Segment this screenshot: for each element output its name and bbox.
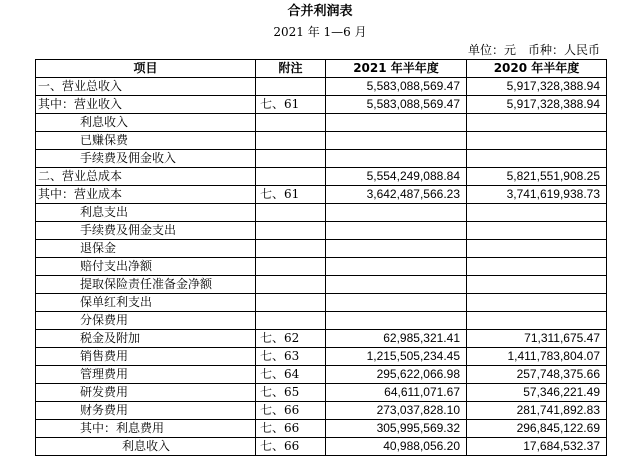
row-value-2021: 3,642,487,566.23 [326,186,467,204]
row-note: 七、66 [256,438,326,456]
currency-unit: 单位：元 币种：人民币 [467,43,600,57]
reporting-period: 2021 年 1—6 月 [273,25,367,39]
row-note [256,312,326,330]
table-row [36,438,607,456]
row-value-2020: 3,741,619,938.73 [467,186,607,204]
table-row [36,384,607,402]
row-value-2021: 5,583,088,569.47 [326,96,467,114]
row-value-2020: 71,311,675.47 [467,330,607,348]
table-row [36,150,607,168]
table-row [36,276,607,294]
row-note: 七、65 [256,384,326,402]
row-value-2020: 5,917,328,388.94 [467,78,607,96]
row-item-label: 手续费及佣金收入 [36,150,256,168]
row-value-2020: 5,821,551,908.25 [467,168,607,186]
row-note [256,258,326,276]
row-value-2020 [467,222,607,240]
row-item-label: 一、营业总收入 [36,78,256,96]
table-row [36,78,607,96]
row-note [256,132,326,150]
table-row [36,294,607,312]
row-value-2021: 64,611,071.67 [326,384,467,402]
row-value-2021 [326,132,467,150]
row-note: 七、61 [256,186,326,204]
row-item-label: 提取保险责任准备金净额 [36,276,256,294]
row-value-2020: 296,845,122.69 [467,420,607,438]
column-header-item: 项目 [36,60,256,78]
row-note: 七、63 [256,348,326,366]
row-note [256,114,326,132]
row-note [256,168,326,186]
row-value-2021 [326,114,467,132]
row-value-2021: 273,037,828.10 [326,402,467,420]
table-row [36,366,607,384]
column-header-2020: 2020 年半年度 [467,60,607,78]
table-body [36,78,607,456]
table-row [36,240,607,258]
row-note [256,222,326,240]
row-value-2020: 1,411,783,804.07 [467,348,607,366]
row-item-label: 其中：利息费用 [36,420,256,438]
table-row [36,348,607,366]
row-value-2020 [467,258,607,276]
table-row [36,114,607,132]
row-value-2021: 305,995,569.32 [326,420,467,438]
row-value-2021 [326,150,467,168]
row-item-label: 保单红利支出 [36,294,256,312]
row-value-2020: 5,917,328,388.94 [467,96,607,114]
row-value-2020 [467,150,607,168]
row-item-label: 税金及附加 [36,330,256,348]
row-item-label: 手续费及佣金支出 [36,222,256,240]
row-note: 七、62 [256,330,326,348]
row-item-label: 财务费用 [36,402,256,420]
row-value-2021 [326,294,467,312]
row-value-2020: 57,346,221.49 [467,384,607,402]
table-header-row [36,60,607,78]
row-value-2021: 295,622,066.98 [326,366,467,384]
row-note [256,78,326,96]
row-note [256,204,326,222]
row-value-2021: 40,988,056.20 [326,438,467,456]
table-row [36,204,607,222]
row-note [256,240,326,258]
row-value-2020 [467,312,607,330]
row-value-2020: 257,748,375.66 [467,366,607,384]
table-row [36,132,607,150]
row-note [256,294,326,312]
row-value-2021 [326,258,467,276]
row-value-2020 [467,276,607,294]
row-item-label: 其中：营业收入 [36,96,256,114]
table-row [36,258,607,276]
table-row [36,312,607,330]
row-item-label: 利息收入 [36,438,256,456]
table-row [36,402,607,420]
row-item-label: 退保金 [36,240,256,258]
row-value-2021 [326,276,467,294]
row-value-2021: 5,583,088,569.47 [326,78,467,96]
column-header-note: 附注 [256,60,326,78]
row-item-label: 利息支出 [36,204,256,222]
row-value-2020 [467,132,607,150]
row-item-label: 管理费用 [36,366,256,384]
row-value-2021: 5,554,249,088.84 [326,168,467,186]
row-item-label: 二、营业总成本 [36,168,256,186]
table-row [36,330,607,348]
row-item-label: 赔付支出净额 [36,258,256,276]
row-note: 七、64 [256,366,326,384]
row-value-2021: 1,215,505,234.45 [326,348,467,366]
row-value-2021: 62,985,321.41 [326,330,467,348]
row-note [256,150,326,168]
row-value-2020 [467,204,607,222]
table-row [36,96,607,114]
table-row [36,168,607,186]
income-statement-table [35,59,607,456]
table-row [36,222,607,240]
row-note [256,276,326,294]
row-note: 七、61 [256,96,326,114]
row-value-2020 [467,294,607,312]
row-value-2020: 17,684,532.37 [467,438,607,456]
row-item-label: 利息收入 [36,114,256,132]
row-value-2021 [326,312,467,330]
row-value-2020 [467,240,607,258]
row-value-2020 [467,114,607,132]
row-value-2021 [326,222,467,240]
row-item-label: 研发费用 [36,384,256,402]
row-note: 七、66 [256,402,326,420]
column-header-2021: 2021 年半年度 [326,60,467,78]
row-item-label: 已赚保费 [36,132,256,150]
row-note: 七、66 [256,420,326,438]
row-value-2021 [326,204,467,222]
table-row [36,186,607,204]
row-item-label: 分保费用 [36,312,256,330]
statement-title: 合并利润表 [287,4,353,19]
row-value-2021 [326,240,467,258]
table-row [36,420,607,438]
row-item-label: 其中：营业成本 [36,186,256,204]
row-value-2020: 281,741,892.83 [467,402,607,420]
row-item-label: 销售费用 [36,348,256,366]
